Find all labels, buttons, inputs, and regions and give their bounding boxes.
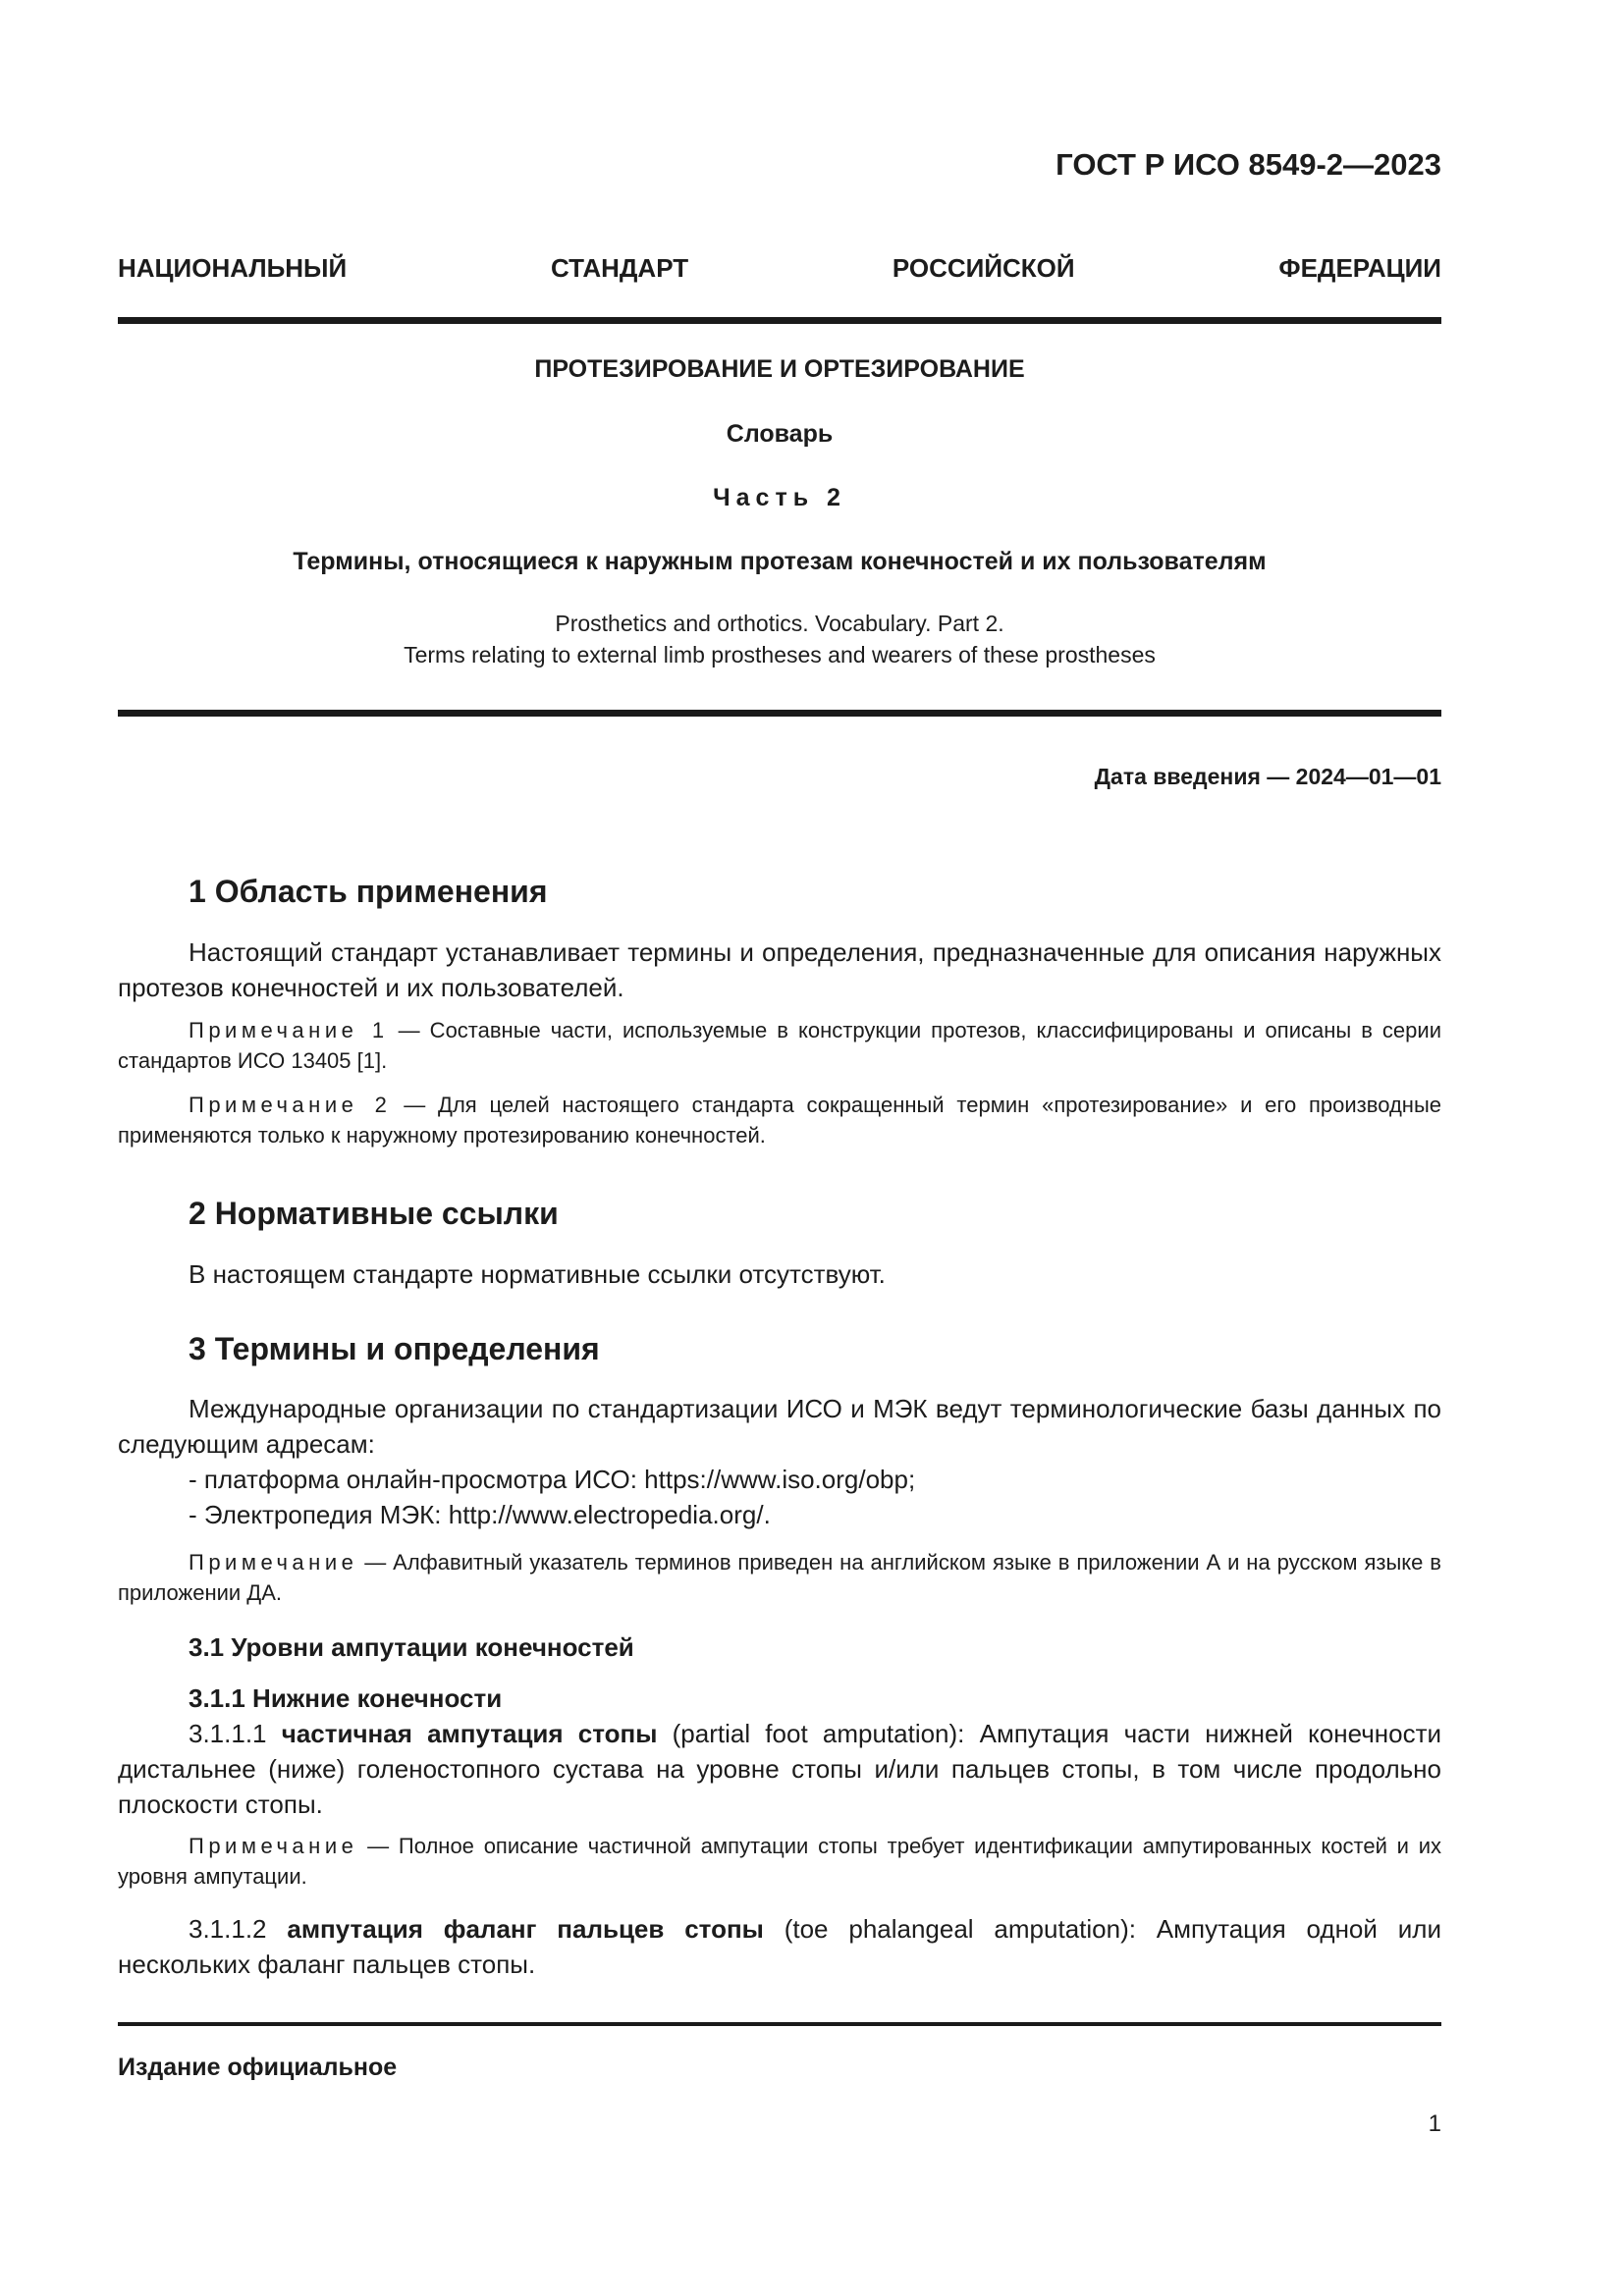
document-part: Часть 2 bbox=[713, 484, 846, 511]
term-definition: (partial foot amputation): Ампутация части нижней конечности дистальнее (ниже) голеностопного сустава на уровне стопы и/или пальцев стопы, в том числе продольно плоскости стопы. bbox=[118, 1719, 1441, 1819]
note-text: — Составные части, используемые в конструкции протезов, классифицированы и описаны в серии стандартов ИСО 13405 [1]. bbox=[118, 1018, 1441, 1073]
english-title-line-1: Prosthetics and orthotics. Vocabulary. Part 2. bbox=[555, 611, 1004, 636]
term-3-1-1-1 bbox=[118, 1716, 1441, 1822]
list-item: - Электропедия МЭК: http://www.electropedia.org/. bbox=[189, 1500, 771, 1529]
page-number: 1 bbox=[1428, 2110, 1441, 2137]
term-number: 3.1.1.1 bbox=[189, 1719, 282, 1748]
subsection-3-1-heading: 3.1 Уровни ампутации конечностей bbox=[189, 1632, 634, 1662]
note-label: Примечание bbox=[189, 1834, 358, 1858]
english-title-line-2: Terms relating to external limb prostheses and wearers of these prostheses bbox=[404, 642, 1156, 667]
term-number: 3.1.1.2 bbox=[189, 1914, 288, 1944]
document-subtitle: Словарь bbox=[726, 420, 834, 448]
section-1-heading: 1 Область применения bbox=[189, 874, 548, 909]
term-3-1-1-2 bbox=[118, 1911, 1441, 1982]
section-2-text: В настоящем стандарте нормативные ссылки отсутствуют. bbox=[189, 1259, 886, 1289]
note-text: — Алфавитный указатель терминов приведен на английском языке в приложении А и на русском языке в приложении ДА. bbox=[118, 1550, 1441, 1605]
term-definition: (toe phalangeal amputation): Ампутация одной или нескольких фаланг пальцев стопы. bbox=[118, 1914, 1441, 1979]
term-name: ампутация фаланг пальцев стопы bbox=[287, 1914, 764, 1944]
document-title: ПРОТЕЗИРОВАНИЕ И ОРТЕЗИРОВАНИЕ bbox=[534, 355, 1025, 383]
section-1-note-1 bbox=[118, 1015, 1441, 1076]
section-3-heading: 3 Термины и определения bbox=[189, 1331, 600, 1366]
section-3-note bbox=[118, 1547, 1441, 1608]
section-1-text: Настоящий стандарт устанавливает термины и определения, предназначенные для описания наружных протезов конечностей и их пользователей. bbox=[118, 937, 1441, 1002]
subsection-3-1-1-heading: 3.1.1 Нижние конечности bbox=[189, 1683, 503, 1713]
top-rule bbox=[118, 317, 1441, 324]
document-terms-title: Термины, относящиеся к наружным протезам конечностей и их пользователям bbox=[293, 548, 1267, 575]
section-3-text: Международные организации по стандартизации ИСО и МЭК ведут терминологические базы данных по следующим адресам: bbox=[118, 1394, 1441, 1459]
document-page bbox=[118, 0, 1441, 2296]
standard-code: ГОСТ Р ИСО 8549-2—2023 bbox=[1056, 147, 1441, 182]
note-label: Примечание 2 bbox=[189, 1093, 392, 1117]
introduction-date: Дата введения — 2024—01—01 bbox=[1094, 764, 1441, 789]
note-label: Примечание 1 bbox=[189, 1018, 389, 1042]
term-name: частичная ампутация стопы bbox=[281, 1719, 658, 1748]
note-label: Примечание bbox=[189, 1550, 358, 1575]
list-item: - платформа онлайн-просмотра ИСО: https://www.iso.org/obp; bbox=[189, 1465, 916, 1494]
section-2-heading: 2 Нормативные ссылки bbox=[189, 1196, 559, 1231]
term-3-1-1-1-note bbox=[118, 1831, 1441, 1892]
official-edition-label: Издание официальное bbox=[118, 2054, 398, 2081]
national-standard-title: НАЦИОНАЛЬНЫЙ СТАНДАРТ РОССИЙСКОЙ ФЕДЕРАЦИИ bbox=[118, 253, 1441, 283]
title-rule bbox=[118, 710, 1441, 717]
note-text: — Для целей настоящего стандарта сокращенный термин «протезирование» и его производные применяются только к наружному протезированию конечностей. bbox=[118, 1093, 1441, 1148]
section-1-note-2 bbox=[118, 1090, 1441, 1150]
note-text: — Полное описание частичной ампутации стопы требует идентификации ампутированных костей и их уровня ампутации. bbox=[118, 1834, 1441, 1889]
footer-rule bbox=[118, 2022, 1441, 2026]
